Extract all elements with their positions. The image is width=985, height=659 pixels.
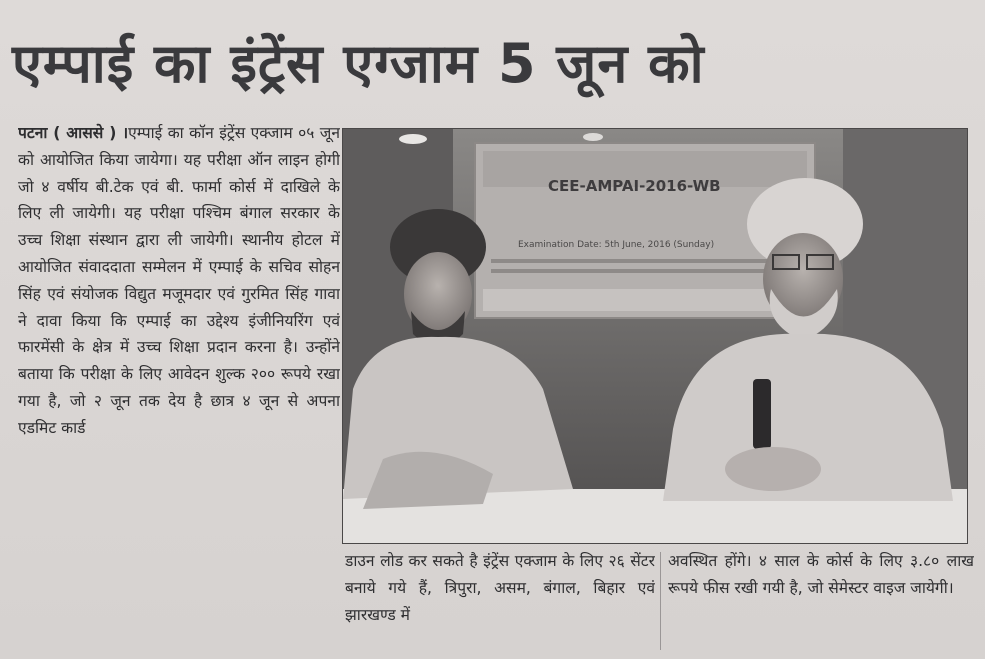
headline: एम्पाई का इंट्रेंस एग्जाम 5 जून को (12, 32, 705, 95)
microphone (753, 379, 771, 449)
photo-illustration (343, 129, 967, 543)
banner-title: CEE-AMPAI-2016-WB (548, 177, 721, 195)
banner-subtitle: Examination Date: 5th June, 2016 (Sunday) (518, 240, 715, 250)
dateline: पटना ( आससे ) । (18, 124, 129, 142)
press-conference-photo (342, 128, 968, 544)
article-column-left (18, 120, 340, 650)
article-column-right: अवस्थित होंगे। ४ साल के कोर्स के लिए ३.८० लाख रूपये फीस रखी गयी है, जो सेमेस्टर वाइज जायेगी। (668, 552, 974, 597)
article-body-left: एम्पाई का कॉन इंट्रेंस एक्जाम ०५ जून को आयोजित किया जायेगा। यह परीक्षा ऑन लाइन होगी जो ४ वर्षीय बी.टेक एवं बी. फार्मा कोर्स में दाखिले के लिए ली जायेगी। यह परीक्षा पश्चिम बंगाल सरकार के उच्च शिक्षा संस्थान द्वारा ली जायेगी। स्थानीय होटल में आयोजित संवाददाता सम्मेलन में एम्पाई के सचिव सोहन सिंह एवं संयोजक विद्युत मजूमदार एवं गुरमित सिंह गावा ने दावा किया कि एम्पाई का उद्देश्य इंजीनियरिंग एवं फारमेंसी के क्षेत्र में उच्च शिक्षा प्रदान करना है। उन्होंने बताया कि परीक्षा के लिए आवेदन शुल्क २०० रूपये रखा गया है, जो २ जून तक देय है छात्र ४ जून से अपना एडमिट कार्ड (18, 124, 340, 437)
column-divider (660, 552, 661, 650)
article-column-middle: डाउन लोड कर सकते है इंट्रेंस एक्जाम के लिए २६ सेंटर बनाये गये हैं, त्रिपुरा, असम, बंगाल, बिहार एवं झारखण्ड में (345, 552, 655, 624)
